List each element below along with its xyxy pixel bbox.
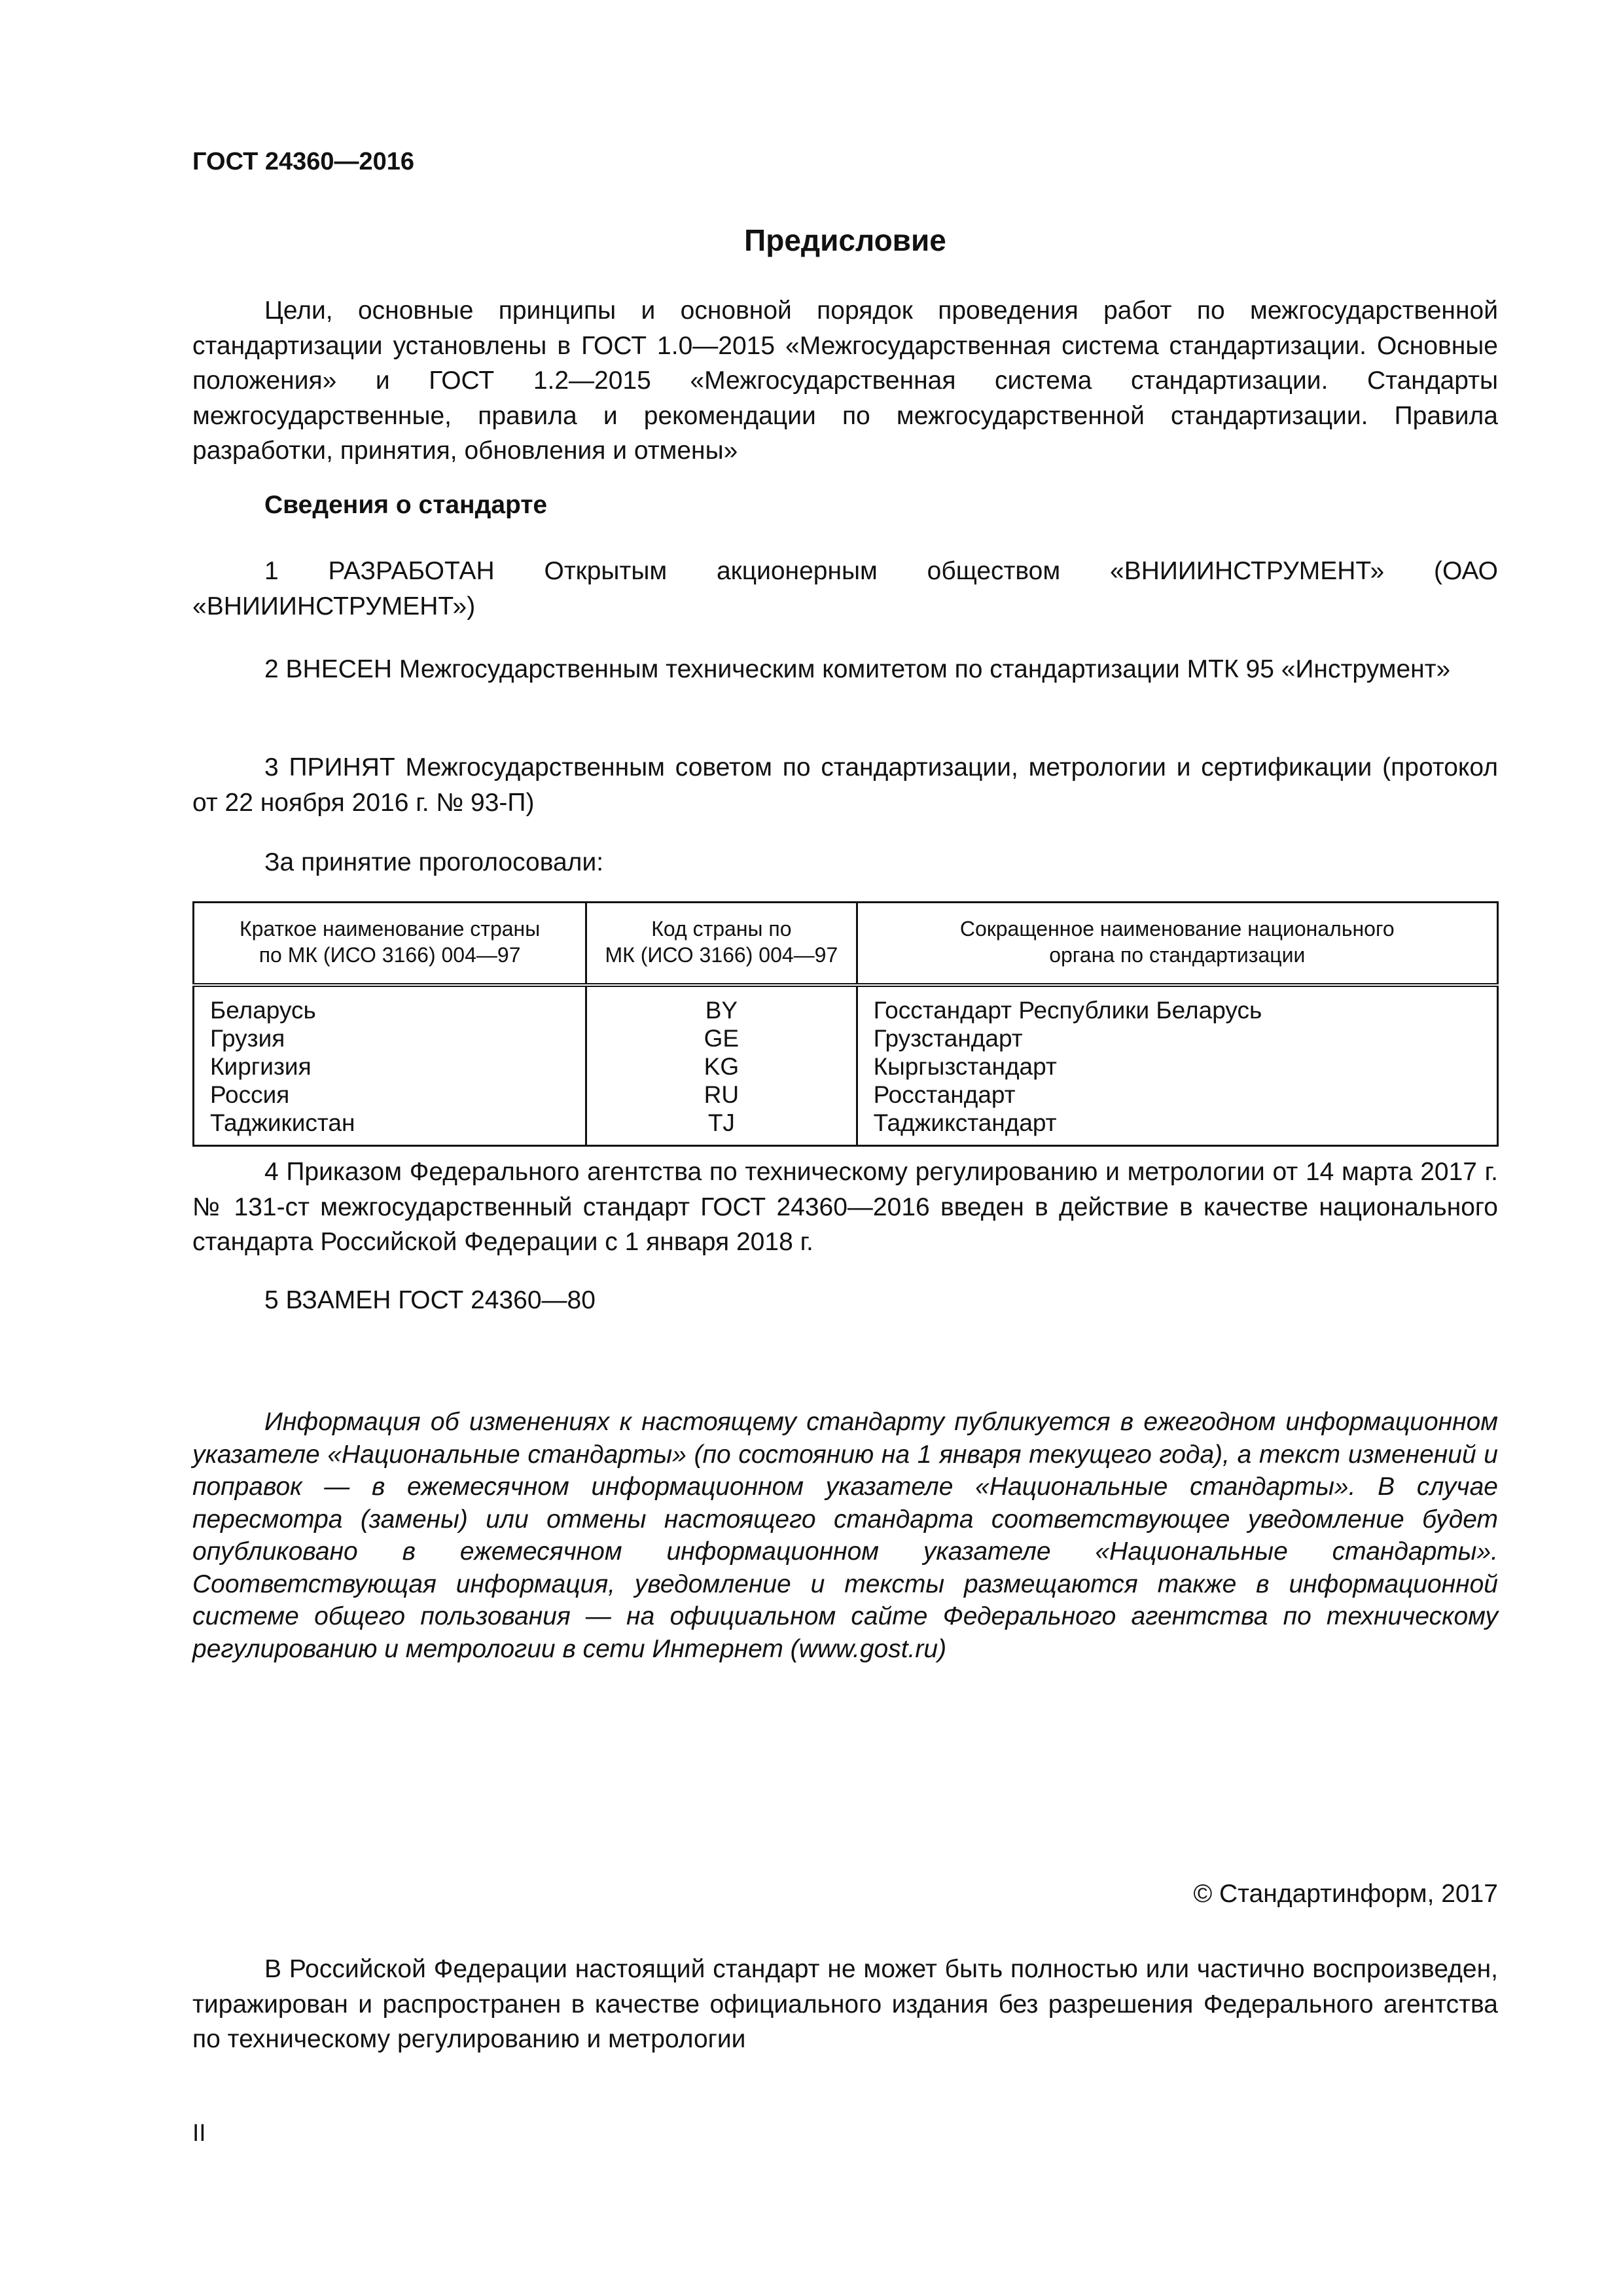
table-row: [194, 1052, 1498, 1081]
body-cell: Таджикстандарт: [857, 1109, 1497, 1146]
header-country-code: Код страны по МК (ИСО 3166) 004—97: [586, 903, 857, 986]
table-row: [194, 1081, 1498, 1109]
code-cell: GE: [586, 1024, 857, 1052]
country-cell: Таджикистан: [194, 1109, 586, 1146]
item-1-developed: 1 РАЗРАБОТАН Открытым акционерным обществом «ВНИИИНСТРУМЕНТ» (ОАО «ВНИИИНСТРУМЕНТ»): [192, 557, 1498, 620]
reproduction-rights-notice: В Российской Федерации настоящий стандарт не может быть полностью или частично воспроизведен, тиражирован и распространен в качестве официального издания без разрешения Федерального агентства по техническому регулированию и метрологии: [192, 1955, 1498, 2053]
copyright-line: © Стандартинформ, 2017: [1193, 1880, 1498, 1908]
table-row: [194, 1109, 1498, 1146]
country-cell: Беларусь: [194, 985, 586, 1024]
country-cell: Грузия: [194, 1024, 586, 1052]
code-cell: RU: [586, 1081, 857, 1109]
header-standards-body: Сокращенное наименование национального органа по стандартизации: [857, 903, 1497, 986]
changes-info-notice: Информация об изменениях к настоящему стандарту публикуется в ежегодном информационном указателе «Национальные стандарты» (по состоянию на 1 января текущего года), а текст изменений и поправок — в ежемесячном информационном указателе «Национальные стандарты». В случае пересмотра (замены) или отмены настоящего стандарта соответствующее уведомление будет опубликовано в ежемесячном информационном указателе «Национальные стандарты». Соответствующая информация, уведомление и тексты размещаются также в информационной системе общего пользования — на официальном сайте Федерального агентства по техническому регулированию и метрологии в сети Интернет (www.gost.ru): [192, 1408, 1498, 1663]
page-title: Предисловие: [744, 223, 946, 257]
body-cell: Грузстандарт: [857, 1024, 1497, 1052]
country-cell: Киргизия: [194, 1052, 586, 1081]
item-4-enacted: 4 Приказом Федерального агентства по техническому регулированию и метрологии от 14 марта 2017 г. № 131-ст межгосударственный стандарт ГОСТ 24360—2016 введен в действие в качестве национального стандарта Российской Федерации с 1 января 2018 г.: [192, 1158, 1498, 1256]
member-countries-table: [192, 901, 1499, 1147]
country-cell: Россия: [194, 1081, 586, 1109]
vote-label: За принятие проголосовали:: [264, 848, 604, 876]
code-cell: KG: [586, 1052, 857, 1081]
table-row: [194, 1024, 1498, 1052]
table-header-row: [194, 903, 1498, 986]
code-cell: BY: [586, 985, 857, 1024]
table-row: [194, 985, 1498, 1024]
body-cell: Росстандарт: [857, 1081, 1497, 1109]
item-2-submitted: 2 ВНЕСЕН Межгосударственным техническим комитетом по стандартизации МТК 95 «Инструмент»: [264, 655, 1451, 683]
intro-paragraph: Цели, основные принципы и основной порядок проведения работ по межгосударственной стандартизации установлены в ГОСТ 1.0—2015 «Межгосударственная система стандартизации. Основные положения» и ГОСТ 1.2—2015 «Межгосударственная система стандартизации. Стандарты межгосударственные, правила и рекомендации по межгосударственной стандартизации. Правила разработки, принятия, обновления и отмены»: [192, 296, 1498, 465]
item-5-replaces: 5 ВЗАМЕН ГОСТ 24360—80: [264, 1286, 596, 1314]
section-heading: Сведения о стандарте: [264, 491, 548, 519]
page-number: II: [192, 2119, 206, 2146]
body-cell: Кыргызстандарт: [857, 1052, 1497, 1081]
item-3-adopted: 3 ПРИНЯТ Межгосударственным советом по стандартизации, метрологии и сертификации (протокол от 22 ноября 2016 г. № 93-П): [192, 753, 1498, 817]
header-country-name: Краткое наименование страны по МК (ИСО 3166) 004—97: [194, 903, 586, 986]
code-cell: TJ: [586, 1109, 857, 1146]
body-cell: Госстандарт Республики Беларусь: [857, 985, 1497, 1024]
standard-code-header: ГОСТ 24360—2016: [192, 148, 415, 175]
